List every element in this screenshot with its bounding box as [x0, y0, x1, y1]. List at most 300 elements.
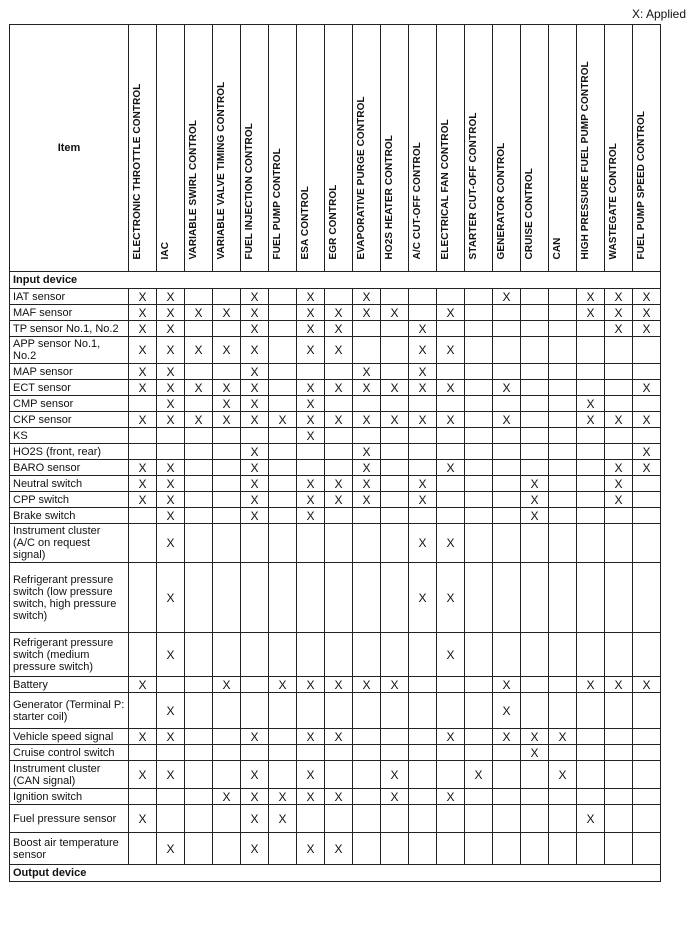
table-row	[10, 289, 661, 305]
row-label: CPP switch	[10, 492, 129, 508]
applied-cell: X	[157, 412, 185, 428]
section-row-input	[10, 272, 661, 289]
applied-cell	[129, 396, 157, 412]
applied-cell	[325, 396, 353, 412]
applied-cell	[465, 444, 493, 460]
applied-cell: X	[297, 412, 325, 428]
applied-cell	[633, 364, 661, 380]
applied-cell	[521, 761, 549, 789]
applied-cell: X	[521, 508, 549, 524]
applied-cell	[633, 633, 661, 677]
applied-cell	[549, 693, 577, 729]
applied-cell	[521, 321, 549, 337]
table-row	[10, 460, 661, 476]
applied-cell	[297, 364, 325, 380]
applied-cell	[409, 508, 437, 524]
column-header-label: ELECTRONIC THROTTLE CONTROL	[131, 83, 143, 260]
applied-cell: X	[241, 305, 269, 321]
applied-cell	[465, 460, 493, 476]
applied-cell: X	[325, 321, 353, 337]
applied-cell	[465, 337, 493, 364]
applied-cell: X	[241, 460, 269, 476]
applied-cell	[409, 305, 437, 321]
applied-cell	[353, 789, 381, 805]
applied-cell	[325, 805, 353, 833]
applied-cell	[269, 492, 297, 508]
applied-cell	[409, 693, 437, 729]
applied-cell	[521, 364, 549, 380]
applied-cell	[325, 563, 353, 633]
applied-cell: X	[241, 289, 269, 305]
applied-cell	[577, 460, 605, 476]
applied-cell	[605, 745, 633, 761]
applied-cell	[241, 524, 269, 563]
applied-cell	[213, 745, 241, 761]
applied-cell: X	[157, 364, 185, 380]
applied-cell	[381, 563, 409, 633]
applied-cell	[633, 563, 661, 633]
applied-cell: X	[297, 289, 325, 305]
applied-cell	[185, 729, 213, 745]
applied-cell	[437, 677, 465, 693]
applied-cell	[577, 789, 605, 805]
applied-cell	[185, 563, 213, 633]
applied-cell: X	[605, 321, 633, 337]
applied-cell	[605, 337, 633, 364]
applied-cell	[493, 761, 521, 789]
applied-cell	[185, 321, 213, 337]
applied-cell	[409, 428, 437, 444]
applied-cell: X	[437, 337, 465, 364]
applied-cell	[269, 444, 297, 460]
applied-cell	[577, 729, 605, 745]
applied-cell	[521, 524, 549, 563]
applied-cell	[605, 364, 633, 380]
applied-cell: X	[353, 289, 381, 305]
applied-cell	[605, 693, 633, 729]
applied-cell	[577, 321, 605, 337]
applied-cell	[465, 364, 493, 380]
applied-cell	[577, 833, 605, 865]
applied-cell: X	[577, 412, 605, 428]
applied-cell	[353, 428, 381, 444]
applied-cell	[437, 289, 465, 305]
applied-cell	[493, 492, 521, 508]
applied-cell	[185, 476, 213, 492]
table-row	[10, 805, 661, 833]
applied-cell	[549, 677, 577, 693]
applied-cell	[493, 428, 521, 444]
row-label: APP sensor No.1, No.2	[10, 337, 129, 364]
applied-cell: X	[241, 396, 269, 412]
table-row	[10, 492, 661, 508]
applied-cell: X	[437, 729, 465, 745]
table-row	[10, 305, 661, 321]
applied-cell	[633, 492, 661, 508]
table-row	[10, 729, 661, 745]
applied-cell: X	[297, 833, 325, 865]
applied-cell	[437, 693, 465, 729]
applied-cell	[633, 745, 661, 761]
applied-cell	[381, 729, 409, 745]
applied-cell: X	[269, 412, 297, 428]
header-row	[10, 25, 661, 272]
applied-cell	[353, 563, 381, 633]
applied-cell	[381, 444, 409, 460]
applied-cell: X	[157, 396, 185, 412]
applied-cell: X	[297, 396, 325, 412]
applied-cell	[185, 428, 213, 444]
applied-cell	[465, 412, 493, 428]
applied-cell	[521, 337, 549, 364]
applied-cell	[633, 476, 661, 492]
applied-cell	[381, 524, 409, 563]
applied-cell	[465, 305, 493, 321]
applied-cell	[605, 563, 633, 633]
applied-cell	[297, 745, 325, 761]
column-header-label: VARIABLE VALVE TIMING CONTROL	[215, 81, 227, 260]
applied-cell	[409, 633, 437, 677]
applied-cell: X	[129, 492, 157, 508]
applied-cell	[437, 492, 465, 508]
applied-cell: X	[521, 745, 549, 761]
column-header	[297, 25, 325, 272]
applied-cell: X	[157, 337, 185, 364]
applied-cell: X	[493, 412, 521, 428]
applied-cell	[409, 833, 437, 865]
applied-cell	[493, 524, 521, 563]
applied-cell: X	[185, 380, 213, 396]
applied-cell	[381, 693, 409, 729]
applied-cell	[549, 508, 577, 524]
applied-cell	[353, 524, 381, 563]
applied-cell	[465, 524, 493, 563]
applied-cell	[129, 428, 157, 444]
applied-cell	[269, 745, 297, 761]
row-label: Brake switch	[10, 508, 129, 524]
applied-cell	[213, 693, 241, 729]
applied-cell	[325, 745, 353, 761]
applied-cell: X	[549, 729, 577, 745]
applied-cell	[577, 745, 605, 761]
applied-cell	[493, 337, 521, 364]
applied-cell	[437, 428, 465, 444]
applied-cell	[213, 563, 241, 633]
applied-cell	[409, 789, 437, 805]
column-header	[381, 25, 409, 272]
applied-cell	[381, 833, 409, 865]
applied-cell	[493, 789, 521, 805]
applied-cell	[605, 729, 633, 745]
applied-cell	[213, 321, 241, 337]
applied-cell	[549, 412, 577, 428]
applied-cell	[549, 321, 577, 337]
applied-cell: X	[157, 508, 185, 524]
applied-cell: X	[577, 305, 605, 321]
applied-cell	[297, 524, 325, 563]
applied-cell: X	[325, 729, 353, 745]
row-label: Generator (Terminal P: starter coil)	[10, 693, 129, 729]
row-label: HO2S (front, rear)	[10, 444, 129, 460]
applied-cell	[185, 508, 213, 524]
column-header-label: ESA CONTROL	[299, 185, 311, 260]
applied-cell	[549, 745, 577, 761]
applied-cell	[269, 396, 297, 412]
applied-cell	[521, 428, 549, 444]
applied-cell: X	[297, 492, 325, 508]
row-label: Fuel pressure sensor	[10, 805, 129, 833]
applied-cell: X	[157, 289, 185, 305]
column-header	[577, 25, 605, 272]
applicability-table	[9, 24, 661, 882]
applied-cell	[269, 321, 297, 337]
applied-cell	[325, 428, 353, 444]
applied-cell: X	[269, 677, 297, 693]
column-header	[437, 25, 465, 272]
applied-cell: X	[409, 412, 437, 428]
applied-cell	[381, 289, 409, 305]
row-label: MAP sensor	[10, 364, 129, 380]
applied-cell	[381, 633, 409, 677]
applied-cell: X	[437, 380, 465, 396]
applied-cell	[465, 563, 493, 633]
applied-cell	[465, 396, 493, 412]
applied-cell: X	[437, 633, 465, 677]
applied-cell: X	[157, 460, 185, 476]
applied-cell	[633, 761, 661, 789]
applied-cell: X	[605, 412, 633, 428]
applied-cell	[521, 677, 549, 693]
applied-cell: X	[437, 524, 465, 563]
applied-cell	[185, 633, 213, 677]
applied-cell	[465, 380, 493, 396]
applied-cell: X	[297, 305, 325, 321]
applied-cell: X	[213, 396, 241, 412]
applied-cell	[605, 508, 633, 524]
column-header-label: FUEL PUMP CONTROL	[271, 148, 283, 260]
applied-cell	[185, 460, 213, 476]
applied-cell	[577, 492, 605, 508]
applied-cell: X	[353, 412, 381, 428]
applied-cell: X	[129, 805, 157, 833]
applied-cell: X	[241, 833, 269, 865]
applied-cell	[493, 460, 521, 476]
applied-cell	[325, 289, 353, 305]
applied-cell	[493, 321, 521, 337]
applied-cell	[605, 444, 633, 460]
applied-cell: X	[157, 633, 185, 677]
applied-cell: X	[493, 729, 521, 745]
applied-cell: X	[381, 412, 409, 428]
table-row	[10, 524, 661, 563]
applied-cell: X	[605, 677, 633, 693]
row-label: Instrument cluster (CAN signal)	[10, 761, 129, 789]
applied-cell	[549, 476, 577, 492]
applied-cell	[129, 693, 157, 729]
applied-cell: X	[213, 337, 241, 364]
table-row	[10, 321, 661, 337]
applied-cell	[493, 833, 521, 865]
row-label: Refrigerant pressure switch (low pressure switch, high pressure switch)	[10, 563, 129, 633]
applied-cell	[213, 460, 241, 476]
column-header	[493, 25, 521, 272]
applied-cell	[549, 289, 577, 305]
applied-cell: X	[241, 364, 269, 380]
applied-cell: X	[157, 492, 185, 508]
applied-cell: X	[129, 337, 157, 364]
applied-cell	[549, 337, 577, 364]
applied-cell: X	[605, 305, 633, 321]
applied-cell: X	[353, 364, 381, 380]
applied-cell	[353, 633, 381, 677]
applied-cell	[465, 428, 493, 444]
applied-cell: X	[297, 508, 325, 524]
applied-cell	[353, 805, 381, 833]
applied-cell: X	[241, 492, 269, 508]
applied-cell	[325, 693, 353, 729]
table-row	[10, 476, 661, 492]
applied-cell: X	[577, 677, 605, 693]
applied-cell: X	[381, 677, 409, 693]
column-header-label: STARTER CUT-OFF CONTROL	[467, 112, 479, 260]
table-row	[10, 677, 661, 693]
applied-cell	[577, 337, 605, 364]
table-row	[10, 380, 661, 396]
applied-cell	[129, 508, 157, 524]
table-row	[10, 693, 661, 729]
applied-cell	[577, 693, 605, 729]
applied-cell	[605, 761, 633, 789]
applied-cell	[409, 444, 437, 460]
applied-cell	[353, 729, 381, 745]
applied-cell	[269, 524, 297, 563]
applied-cell	[521, 289, 549, 305]
applied-cell	[605, 805, 633, 833]
applied-cell	[325, 524, 353, 563]
applied-cell: X	[185, 337, 213, 364]
applied-cell	[381, 805, 409, 833]
applied-cell	[353, 337, 381, 364]
applied-cell	[129, 524, 157, 563]
applied-cell	[325, 761, 353, 789]
applied-cell: X	[297, 761, 325, 789]
applied-cell: X	[325, 305, 353, 321]
applied-cell	[353, 693, 381, 729]
column-header-label: EVAPORATIVE PURGE CONTROL	[355, 96, 367, 260]
applied-cell: X	[325, 476, 353, 492]
applied-cell: X	[353, 677, 381, 693]
applied-cell	[157, 677, 185, 693]
row-label: Vehicle speed signal	[10, 729, 129, 745]
applied-cell	[633, 396, 661, 412]
column-header	[633, 25, 661, 272]
applied-cell	[437, 805, 465, 833]
applied-cell: X	[269, 805, 297, 833]
applied-cell	[633, 805, 661, 833]
applied-cell	[213, 428, 241, 444]
applied-cell	[465, 833, 493, 865]
applied-cell	[213, 729, 241, 745]
applied-cell	[577, 524, 605, 563]
applied-cell: X	[633, 677, 661, 693]
applied-cell	[185, 761, 213, 789]
applied-cell	[297, 693, 325, 729]
applied-cell	[269, 364, 297, 380]
applied-cell: X	[241, 444, 269, 460]
applied-cell	[521, 444, 549, 460]
applied-cell	[605, 833, 633, 865]
applied-cell	[213, 492, 241, 508]
table-row	[10, 833, 661, 865]
applied-cell	[493, 745, 521, 761]
applied-cell: X	[241, 412, 269, 428]
applied-cell	[577, 476, 605, 492]
applied-cell: X	[241, 337, 269, 364]
applied-cell	[297, 563, 325, 633]
applied-cell: X	[157, 833, 185, 865]
applied-cell: X	[213, 380, 241, 396]
applied-cell	[241, 677, 269, 693]
applied-cell	[213, 289, 241, 305]
applied-cell: X	[521, 729, 549, 745]
applied-cell: X	[353, 444, 381, 460]
applied-cell	[577, 508, 605, 524]
table-row	[10, 428, 661, 444]
applied-cell	[465, 745, 493, 761]
applied-cell	[633, 693, 661, 729]
applied-cell	[269, 693, 297, 729]
applied-cell	[353, 508, 381, 524]
applied-cell: X	[409, 563, 437, 633]
applied-cell: X	[409, 380, 437, 396]
applied-cell	[129, 745, 157, 761]
applied-cell: X	[381, 305, 409, 321]
applied-cell	[577, 444, 605, 460]
column-header	[521, 25, 549, 272]
applied-cell	[269, 289, 297, 305]
row-label: Cruise control switch	[10, 745, 129, 761]
table-row	[10, 337, 661, 364]
applied-cell	[605, 524, 633, 563]
applied-cell	[465, 633, 493, 677]
column-header	[549, 25, 577, 272]
applied-cell: X	[213, 305, 241, 321]
applied-cell	[493, 508, 521, 524]
applied-cell	[465, 677, 493, 693]
applied-cell: X	[409, 364, 437, 380]
applied-cell	[129, 444, 157, 460]
column-header	[325, 25, 353, 272]
applied-cell	[521, 305, 549, 321]
table-row	[10, 412, 661, 428]
applied-cell	[213, 444, 241, 460]
applied-cell	[269, 337, 297, 364]
table-row	[10, 745, 661, 761]
applied-cell	[521, 563, 549, 633]
applied-cell	[633, 337, 661, 364]
applied-cell: X	[157, 524, 185, 563]
column-header-label: A/C CUT-OFF CONTROL	[411, 142, 423, 260]
applied-cell: X	[549, 761, 577, 789]
applied-cell: X	[241, 321, 269, 337]
applied-cell	[185, 524, 213, 563]
column-header-label: CAN	[551, 237, 563, 260]
applied-cell: X	[241, 508, 269, 524]
column-header	[353, 25, 381, 272]
applied-cell	[465, 729, 493, 745]
applied-cell	[409, 460, 437, 476]
applied-cell	[185, 444, 213, 460]
